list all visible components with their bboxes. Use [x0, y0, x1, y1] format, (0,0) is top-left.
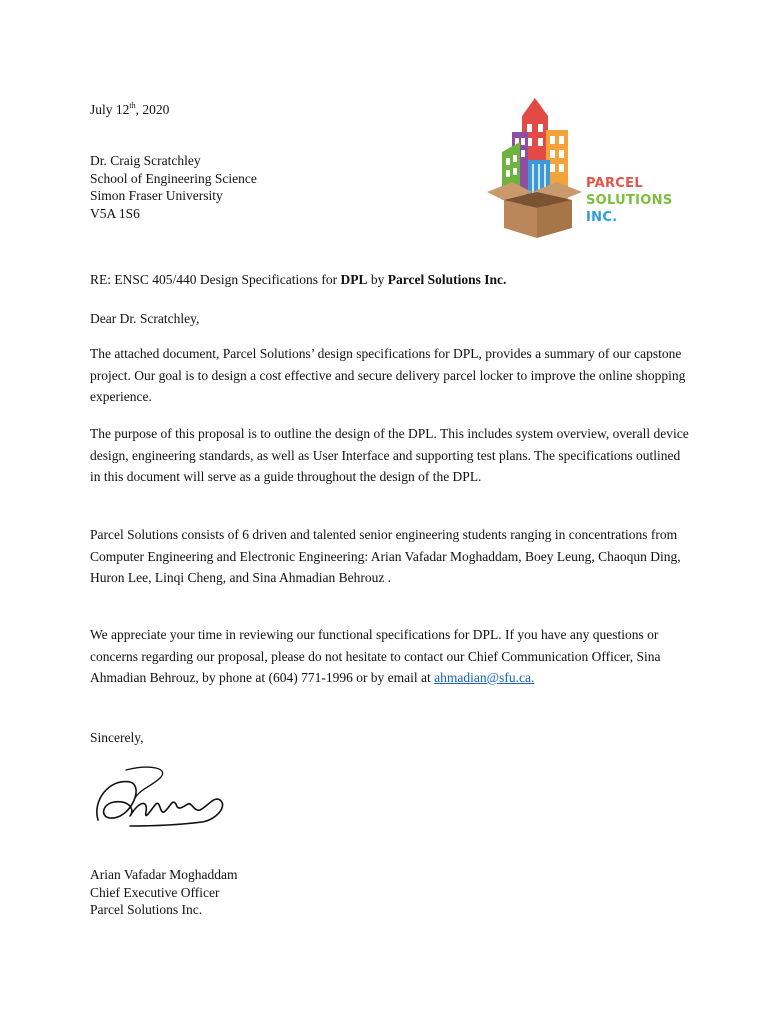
date-main: July 12 — [90, 102, 130, 117]
logo-wordmark — [586, 175, 673, 226]
paragraph-2 — [90, 423, 690, 488]
recipient-name: Dr. Craig Scratchley — [90, 153, 201, 168]
recipient-university: Simon Fraser University — [90, 188, 223, 203]
signer-name: Arian Vafadar Moghaddam — [90, 867, 238, 882]
date-year: , 2020 — [135, 102, 170, 117]
signer-block — [90, 866, 237, 919]
paragraph-4 — [90, 624, 690, 689]
recipient-address — [90, 152, 257, 222]
logo-text-inc: INC. — [586, 210, 618, 225]
re-by: by — [367, 272, 388, 287]
re-line — [90, 271, 506, 288]
closing-sincerely: Sincerely, — [90, 730, 144, 745]
email-link[interactable]: ahmadian@sfu.ca. — [434, 670, 535, 685]
recipient-postal-code: V5A 1S6 — [90, 205, 140, 221]
paragraph-1-text: The attached document, Parcel Solutions’ design specifications for DPL, provides a summary of our capstone project. Our goal is to design a cost effective and secure delivery parcel locker to improve the online shopping experience. — [90, 346, 686, 404]
paragraph-4-body: We appreciate your time in reviewing our functional specifications for DPL. If you have any questions or concerns regarding our proposal, please do not hesitate to contact our Chief Communication Officer, Sina Ahmadian Behrouz, by phone at (604) 771-1996 or by email at — [90, 627, 661, 685]
re-prefix: RE: ENSC 405/440 Design Specifications for — [90, 272, 341, 287]
signer-company: Parcel Solutions Inc. — [90, 902, 203, 917]
signer-title: Chief Executive Officer — [90, 884, 220, 900]
salutation: Dear Dr. Scratchley, — [90, 311, 200, 326]
paragraph-1 — [90, 343, 690, 408]
paragraph-3 — [90, 524, 690, 589]
letter-date — [90, 97, 169, 118]
recipient-department: School of Engineering Science — [90, 170, 257, 186]
paragraph-3-text: Parcel Solutions consists of 6 driven and talented senior engineering students ranging in concentrations from Computer Engineering and Electronic Engineering: Arian Vafadar Moghaddam, Boey Leung, Chaoqun Ding, Huron Lee, Linqi Cheng, and Sina Ahmadian Behrouz . — [90, 527, 681, 585]
paragraph-4-text — [90, 624, 690, 689]
paragraph-2-text: The purpose of this proposal is to outline the design of the DPL. This includes system overview, overall device design, engineering standards, as well as User Interface and supporting test plans. The specifications outlined in this document will serve as a guide throughout the design of the DPL. — [90, 426, 689, 484]
re-product: DPL — [340, 272, 368, 287]
re-company: Parcel Solutions Inc. — [387, 272, 507, 287]
logo-text-solutions: SOLUTIONS — [586, 193, 673, 208]
logo-text-parcel: PARCEL — [586, 176, 643, 191]
date-superscript: th — [129, 101, 136, 110]
signature — [90, 760, 240, 840]
